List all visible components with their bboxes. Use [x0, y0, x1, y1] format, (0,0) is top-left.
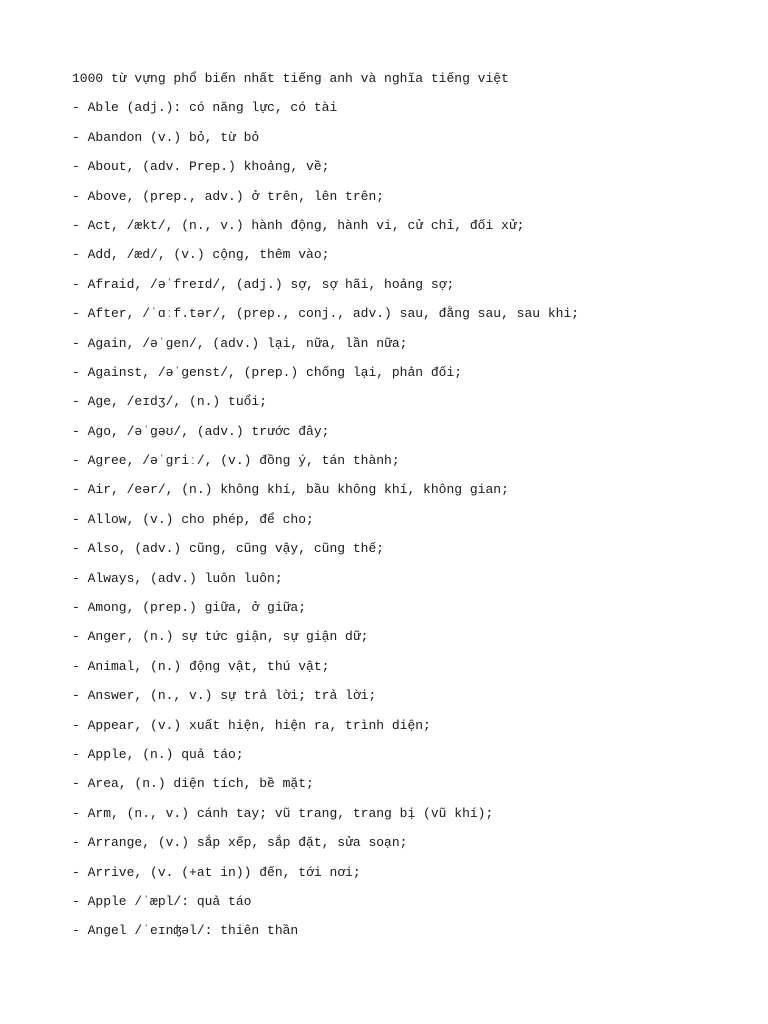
vocab-entry: - Ago, /əˈgəʊ/, (adv.) trước đây;: [72, 423, 330, 439]
vocab-entry: - Add, /æd/, (v.) cộng, thêm vào;: [72, 247, 330, 263]
vocab-entry: - Arm, (n., v.) cánh tay; vũ trang, trang bị (vũ khí);: [72, 805, 494, 821]
vocab-entry: - Afraid, /əˈfreɪd/, (adj.) sợ, sợ hãi, hoảng sợ;: [72, 276, 455, 292]
vocab-entry: - After, /ˈɑːf.tər/, (prep., conj., adv.) sau, đằng sau, sau khi;: [72, 306, 580, 322]
vocab-entry: - Able (adj.): có năng lực, có tài: [72, 100, 338, 116]
vocab-entry: - Against, /əˈgenst/, (prep.) chống lại, phản đối;: [72, 364, 463, 380]
vocab-entry: - Arrive, (v. (+at in)) đến, tới nơi;: [72, 864, 361, 880]
vocab-entry: - Act, /ækt/, (n., v.) hành động, hành vi, cử chỉ, đối xử;: [72, 217, 525, 233]
vocab-entry: - Abandon (v.) bỏ, từ bỏ: [72, 129, 260, 145]
vocab-entry: - Anger, (n.) sự tức giận, sự giận dữ;: [72, 629, 369, 645]
vocab-entry: - Apple /ˈæpl/: quả táo: [72, 893, 252, 909]
document-title: 1000 từ vựng phổ biến nhất tiếng anh và nghĩa tiếng việt: [72, 71, 509, 86]
vocab-entry: - About, (adv. Prep.) khoảng, về;: [72, 159, 330, 175]
vocab-entry: - Age, /eɪdʒ/, (n.) tuổi;: [72, 394, 268, 410]
vocab-entry: - Always, (adv.) luôn luôn;: [72, 570, 283, 586]
vocab-entry: - Appear, (v.) xuất hiện, hiện ra, trình diện;: [72, 717, 431, 733]
vocab-entry: - Agree, /əˈgriː/, (v.) đồng ý, tán thành;: [72, 453, 400, 469]
vocab-entry: - Among, (prep.) giữa, ở giữa;: [72, 600, 307, 616]
vocab-entry: - Apple, (n.) quả táo;: [72, 746, 244, 762]
vocab-entry: - Area, (n.) diện tích, bề mặt;: [72, 776, 314, 792]
vocab-entry: - Animal, (n.) động vật, thú vật;: [72, 658, 330, 674]
vocab-entry: - Air, /eər/, (n.) không khí, bầu không khí, không gian;: [72, 482, 509, 498]
vocab-entry: - Arrange, (v.) sắp xếp, sắp đặt, sửa soạn;: [72, 835, 408, 851]
document-page: [72, 69, 752, 951]
vocab-entry: - Above, (prep., adv.) ở trên, lên trên;: [72, 188, 385, 204]
vocab-entry: - Allow, (v.) cho phép, để cho;: [72, 511, 314, 527]
vocab-entry: - Answer, (n., v.) sự trả lời; trả lời;: [72, 688, 377, 704]
vocab-entry: - Also, (adv.) cũng, cũng vậy, cũng thế;: [72, 541, 385, 557]
vocab-entry: - Again, /əˈgen/, (adv.) lại, nữa, lần nữa;: [72, 335, 408, 351]
vocab-entry: - Angel /ˈeɪnʤəl/: thiên thần: [72, 923, 299, 939]
